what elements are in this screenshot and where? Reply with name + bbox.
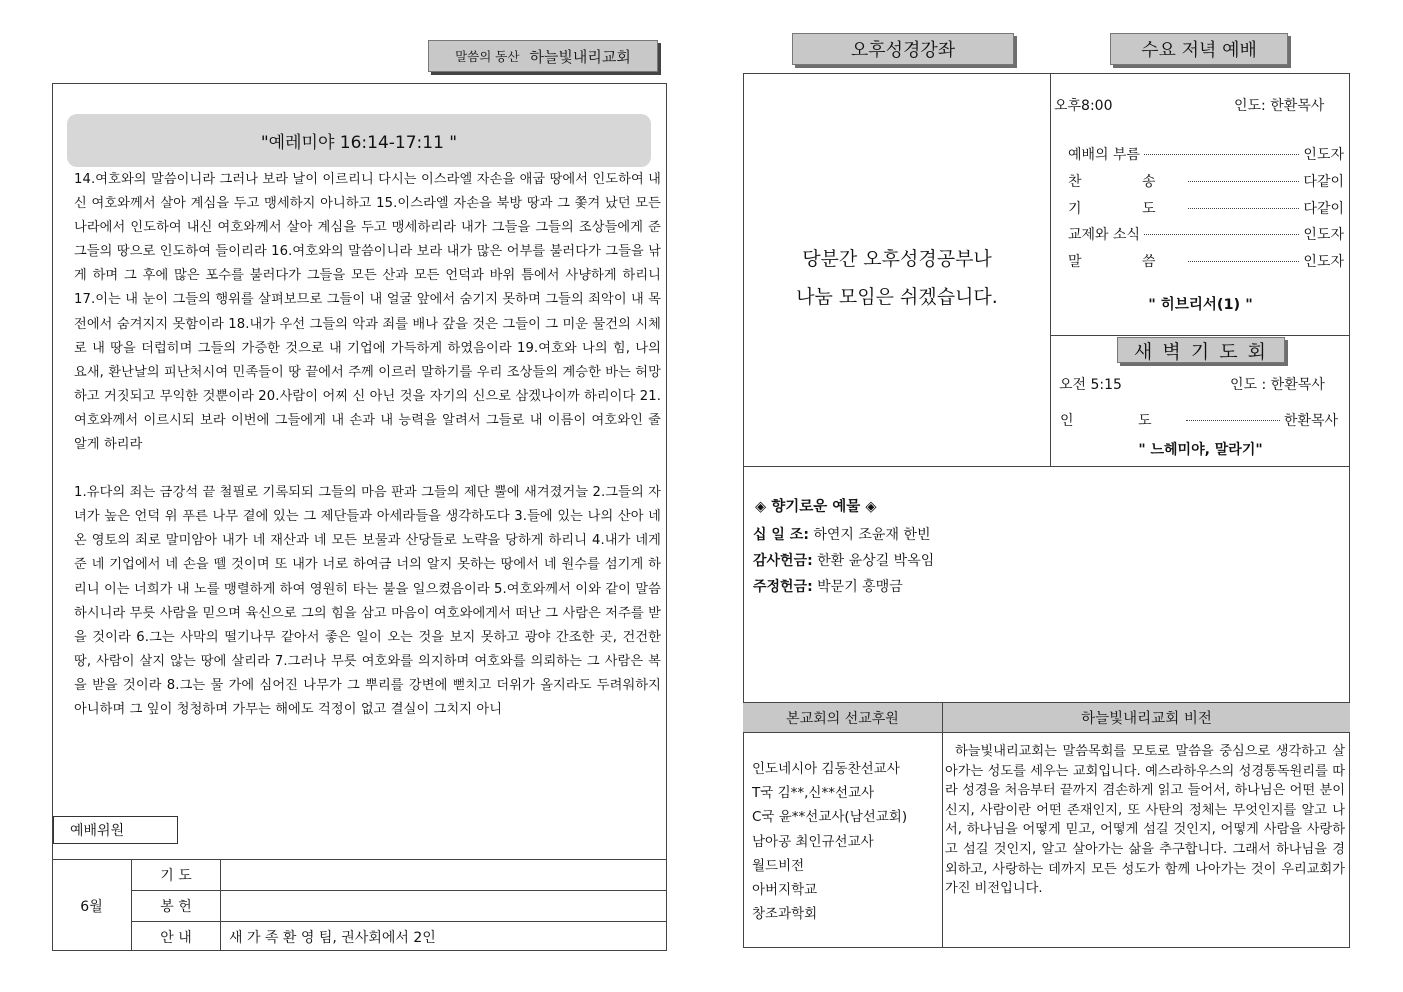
scripture-title: "예레미야 16:14-17:11 ": [260, 133, 458, 153]
wednesday-sermon: " 히브리서(1) ": [1148, 297, 1253, 313]
order-item: 기 도 다같이: [1068, 201, 1344, 217]
church-header-badge: [428, 40, 658, 72]
divider: [743, 466, 1350, 467]
afternoon-notice-line: 당분간 오후성경공부나: [802, 248, 992, 270]
order-item: 예배의 부름 인도자: [1068, 147, 1344, 163]
order-item: 인 도 한환목사: [1060, 413, 1338, 429]
duty-value: 새 가 족 환 영 팀, 권사회에서 2인: [229, 929, 436, 946]
mission-item: 창조과학회: [752, 906, 818, 923]
afternoon-heading: 오후성경강좌: [850, 40, 956, 61]
dawn-sermon: " 느헤미야, 말라기": [1138, 442, 1263, 458]
mission-item: 인도네시아 김동찬선교사: [752, 761, 900, 777]
mission-list: [752, 757, 940, 926]
duty-role: 안 내: [132, 922, 221, 951]
vision-heading: 하늘빛내리교회 비전: [1081, 711, 1212, 727]
order-item: 말 씀 인도자: [1068, 254, 1344, 270]
vision-text: 하늘빛내리교회는 말씀목회를 모토로 말씀을 중심으로 생각하고 살아가는 성도를 세우는 교회입니다. 예스라하우스의 성경통독원리를 따라 성경을 처음부터 끝까지 겸손하게 읽고 들어서, 하나님은 어떤 분이신지, 사람이란 어떤 존재인지, 또 사탄의 정체는 무엇인지를 알고 나서, 하나님을 어떻게 믿고, 어떻게 섬길 것인지, 어떻게 사람을 사랑하고 섬길 것인지, 알고 살아가는 삶을 추구합니다. 그래서 하나님을 경외하고, 사랑하는 데까지 모든 성도가 함께 나아가는 것이 우리교회가 가진 비전입니다.: [945, 744, 1345, 897]
duty-role: 기 도: [132, 860, 221, 890]
mission-heading: 본교회의 선교후원: [786, 710, 899, 727]
offering-row: 십 일 조: 하연지 조윤재 한빈: [753, 527, 931, 543]
afternoon-notice: [744, 240, 1050, 316]
mission-item: C국 윤**선교사(남선교회): [752, 809, 908, 826]
dawn-heading: 새 벽 기 도 회: [1134, 340, 1268, 363]
order-item: 교제와 소식 인도자: [1068, 227, 1344, 243]
duty-month: 6월: [52, 860, 132, 951]
duty-row: [132, 860, 667, 891]
afternoon-notice-line: 나눔 모임은 쉬겠습니다.: [796, 286, 998, 308]
dawn-leader: 인도 : 한환목사: [1230, 377, 1325, 393]
offering-row: 감사헌금: 한환 윤상길 박옥임: [753, 553, 935, 569]
wednesday-heading: 수요 저녁 예배: [1141, 40, 1257, 61]
dawn-order-row: [1060, 406, 1338, 428]
duty-tab-label: 예배위원: [70, 823, 125, 839]
dawn-time: 오전 5:15: [1059, 377, 1122, 393]
wednesday-heading-badge: [1110, 33, 1288, 65]
wednesday-leader: 인도: 한환목사: [1234, 98, 1325, 114]
wednesday-time: 오후8:00: [1054, 98, 1113, 114]
afternoon-heading-badge: [792, 33, 1014, 65]
offering-heading: ◈ 향기로운 예물 ◈: [755, 499, 877, 515]
divider: [1050, 73, 1051, 466]
wednesday-order-list: [1068, 140, 1344, 280]
scripture-paragraph: 14.여호와의 말씀이니라 그러나 보라 날이 이르리니 다시는 이스라엘 자손을 애굽 땅에서 인도하여 내신 여호와께서 살아 계심을 두고 맹세하지 아니하고 15.이스라엘 자손을 북방 땅과 그 쫓겨 났던 모든 나라에서 인도하여 내신 여호와께서 살아 계심을 두고 맹세하리라 내가 그들을 그들의 조상들에게 준 그들의 땅으로 인도하여 들이리라 16.여호와의 말씀이니라 보라 내가 많은 어부를 불러다가 그들을 낚게 하며 그 후에 많은 포수를 불러다가 그들을 모든 산과 모든 언덕과 바위 틈에서 사냥하게 하리니 17.이는 내 눈이 그들의 행위를 살펴보므로 그들이 내 얼굴 앞에서 숨기지 못하며 그들의 죄악이 내 목전에서 숨겨지지 못함이라 18.내가 우선 그들의 악과 죄를 배나 갚을 것은 그들이 그 미운 물건의 시체로 내 땅을 더럽히며 그들의 가증한 것으로 내 기업에 가득하게 하였음이라 19.여호와 나의 힘, 나의 요새, 환난날의 피난처시여 민족들이 땅 끝에서 주께 이르러 말하기를 우리 조상들의 계승한 바는 허망하고 거짓되고 무익한 것뿐이라 20.사람이 어찌 신 아닌 것을 자기의 신으로 삼겠나이까 하리이다 21.여호와께서 이르시되 보라 이번에 그들에게 내 손과 내 능력을 알려서 그들로 내 이름이 여호와인 줄 알게 하리라: [74, 172, 661, 453]
duty-tab: [53, 816, 178, 844]
mission-item: 월드비전: [752, 857, 805, 874]
church-tagline: 말씀의 동산: [455, 49, 520, 64]
mission-item: T국 김**,신**선교사: [752, 785, 875, 802]
mission-item: 남아공 최인규선교사: [752, 833, 874, 850]
scripture-text: [74, 168, 661, 813]
duty-role: 봉 헌: [132, 891, 221, 921]
mission-item: 아버지학교: [752, 882, 818, 899]
order-item: 찬 송 다같이: [1068, 174, 1344, 190]
scripture-paragraph: 1.유다의 죄는 금강석 끝 철필로 기록되되 그들의 마음 판과 그들의 제단 뿔에 새겨졌거늘 2.그들의 자녀가 높은 언덕 위 푸른 나무 곁에 있는 그 제단들과 아세라들을 생각하도다 3.들에 있는 나의 산아 네 온 영토의 죄로 말미암아 내가 네 재산과 네 모든 보물과 산당들로 노략을 당하게 하리니 4.내가 네게 준 네 기업에서 네 손을 뗄 것이며 또 내가 너로 하여금 너의 알지 못하는 땅에서 네 원수를 섬기게 하리니 이는 너희가 내 노를 맹렬하게 하여 영원히 타는 불을 일으켰음이라 5.여호와께서 이와 같이 말씀하시니라 무릇 사람을 믿으며 육신으로 그의 힘을 삼고 마음이 여호와에게서 떠난 그 사람은 저주를 받을 것이라 6.그는 사막의 떨기나무 같아서 좋은 일이 오는 것을 보지 못하고 광야 간조한 곳, 건건한 땅, 사람이 살지 않는 땅에 살리라 7.그러나 무릇 여호와를 의지하며 여호와를 의뢰하는 그 사람은 복을 받을 것이라 8.그는 물 가에 심어진 나무가 그 뿌리를 강변에 뻗치고 더위가 올지라도 두려워하지 아니하며 그 잎이 청청하며 가무는 해에도 걱정이 없고 결실이 그치지 아니: [74, 485, 661, 717]
scripture-title-banner: [67, 114, 651, 167]
offering-row: 주정헌금: 박문기 홍맹금: [753, 579, 903, 595]
duty-row: [132, 922, 667, 951]
duty-row: [132, 891, 667, 922]
dawn-heading-badge: [1117, 337, 1285, 363]
divider: [942, 702, 943, 948]
church-name: 하늘빛내리교회: [529, 47, 631, 66]
duty-table: [52, 859, 667, 951]
